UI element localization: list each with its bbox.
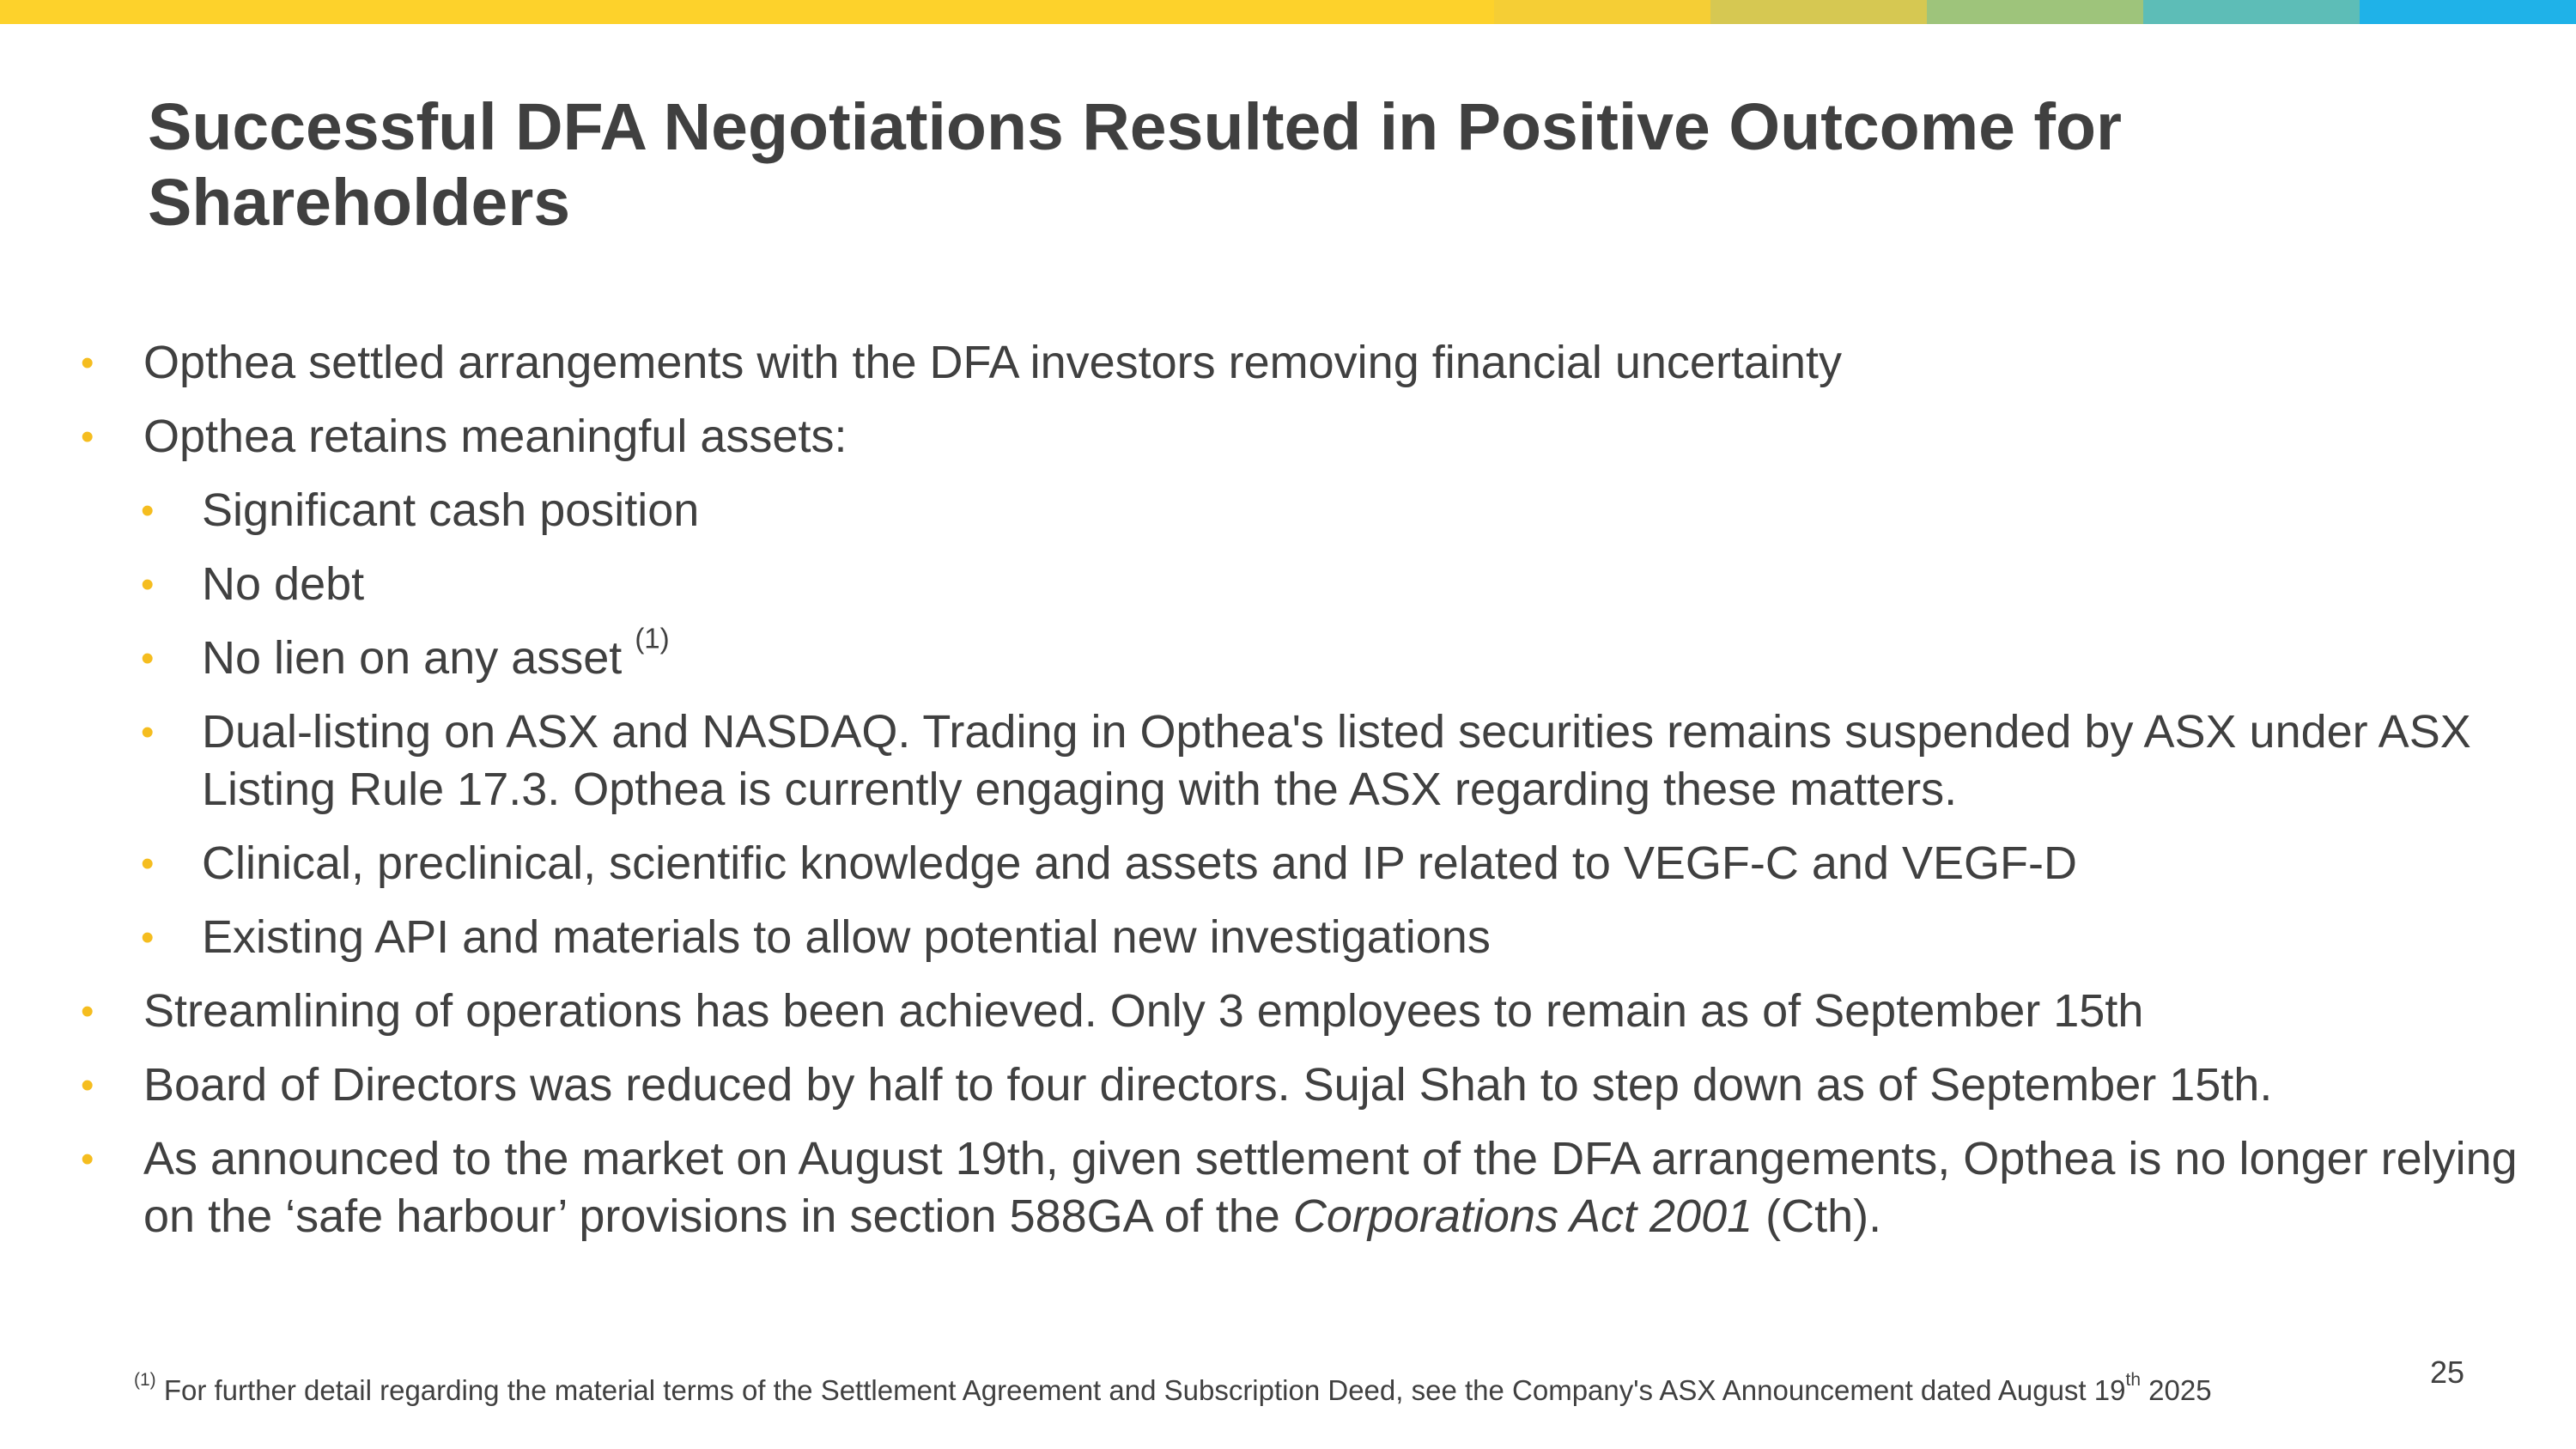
sub-bullet-item (0, 909, 2542, 966)
bullet-item (0, 983, 2542, 1040)
bullet-text: As announced to the market on August 19th, given settlement of the DFA arrangements, Opthea is no longer relying on the ‘safe harbour’ provisions in section 588GA of the (143, 1133, 2518, 1242)
bullet-icon: • (81, 1138, 94, 1180)
bullet-list (0, 334, 2542, 1262)
top-color-bar (0, 0, 2576, 24)
act-title: Corporations Act 2001 (1292, 1190, 1753, 1242)
footnote-ordinal: th (2125, 1370, 2141, 1391)
sub-bullet-item (0, 622, 2542, 687)
sub-bullet-item (0, 835, 2542, 892)
bullet-text: Existing API and materials to allow potential new investigations (202, 911, 1491, 963)
bullet-text: Opthea settled arrangements with the DFA investors removing financial uncertainty (143, 337, 1843, 388)
bullet-text: Dual-listing on ASX and NASDAQ. Trading in Opthea's listed securities remains suspended by ASX under ASX Listing Rule 17.3. Opthea is currently engaging with the ASX regarding these matters. (202, 706, 2471, 815)
color-bar-segment (2143, 0, 2360, 24)
sub-bullet-item (0, 482, 2542, 539)
color-bar-segment (1710, 0, 1927, 24)
bullet-icon: • (141, 916, 155, 959)
bullet-icon: • (141, 711, 155, 753)
bullet-item (0, 1130, 2542, 1245)
bullet-icon: • (141, 563, 155, 606)
bullet-icon: • (81, 342, 94, 384)
sub-bullet-item (0, 703, 2542, 819)
bullet-text: Board of Directors was reduced by half to four directors. Sujal Shah to step down as of September 15th. (143, 1059, 2273, 1111)
bullet-item (0, 1056, 2542, 1114)
footnote-marker: (1) (134, 1370, 156, 1391)
footnote (134, 1370, 2384, 1409)
footnote-text: For further detail regarding the material terms of the Settlement Agreement and Subscription Deed, see the Company's ASX Announcement dated August 19 (155, 1374, 2126, 1406)
bullet-text: No lien on any asset (202, 632, 623, 684)
footnote-year: 2025 (2141, 1374, 2212, 1406)
page-number: 25 (2429, 1355, 2464, 1390)
bullet-icon: • (81, 990, 94, 1032)
color-bar-segment (1494, 0, 1710, 24)
bullet-text: Clinical, preclinical, scientific knowledge and assets and IP related to VEGF-C and VEGF-D (202, 837, 2077, 889)
sub-bullet-item (0, 556, 2542, 613)
bullet-icon: • (81, 416, 94, 458)
bullet-text: Significant cash position (202, 484, 700, 536)
bullet-icon: • (81, 1064, 94, 1106)
bullet-icon: • (141, 637, 155, 679)
bullet-icon: • (141, 490, 155, 532)
bullet-text-end: (Cth). (1753, 1190, 1882, 1242)
bullet-text: No debt (202, 558, 365, 610)
bullet-text: Opthea retains meaningful assets: (143, 411, 848, 462)
color-bar-segment (1927, 0, 2143, 24)
bullet-text: Streamlining of operations has been achieved. Only 3 employees to remain as of September 15th (143, 985, 2144, 1037)
bullet-item (0, 408, 2542, 466)
bullet-icon: • (141, 843, 155, 885)
slide-title: Successful DFA Negotiations Resulted in Positive Outcome for Shareholders (148, 90, 2123, 240)
footnote-reference: (1) (635, 622, 670, 654)
bullet-item (0, 334, 2542, 392)
color-bar-segment (2360, 0, 2576, 24)
color-bar-segment (0, 0, 1494, 24)
